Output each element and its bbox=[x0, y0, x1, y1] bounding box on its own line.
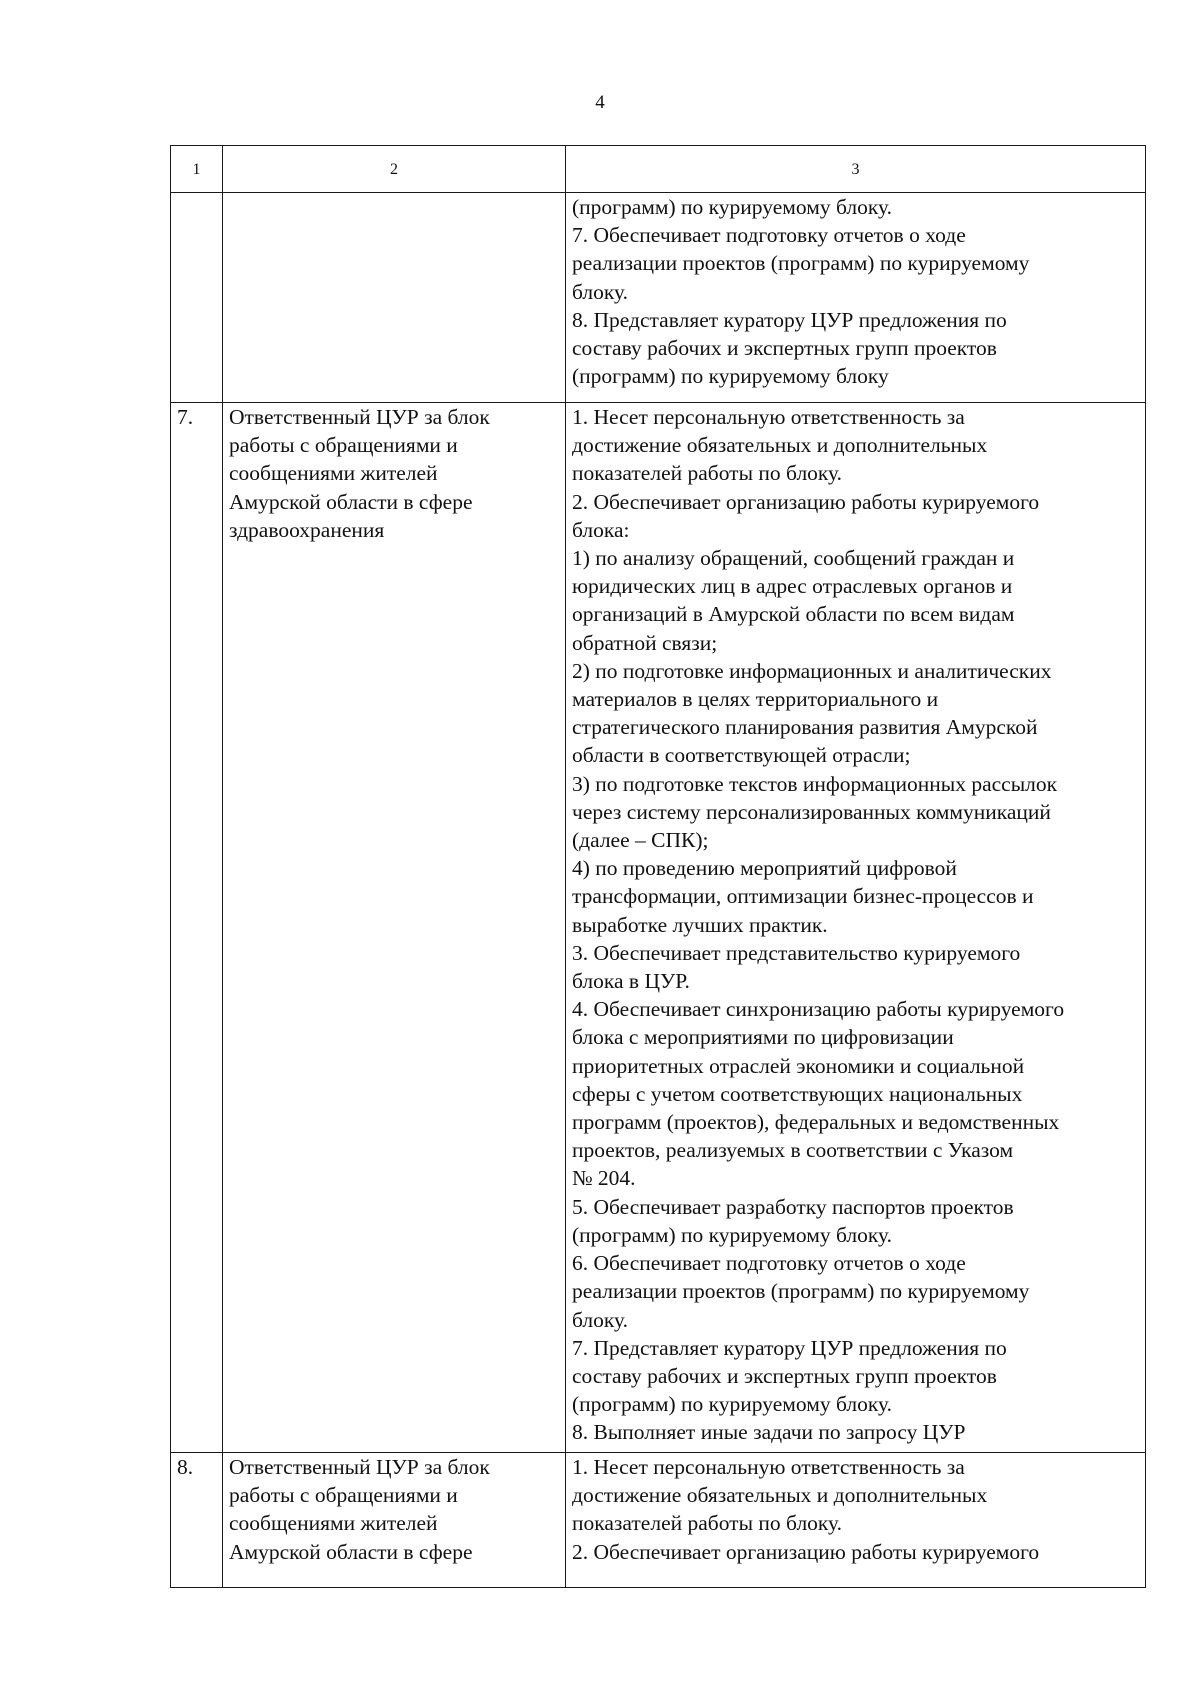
title-line: Амурской области в сфере bbox=[229, 489, 473, 514]
description-line: № 204. bbox=[572, 1166, 636, 1191]
row-description bbox=[566, 403, 1146, 1453]
description-line: 3) по подготовке текстов информационных рассылок bbox=[572, 771, 1058, 796]
description-line: блоку. bbox=[572, 279, 628, 304]
row-title bbox=[223, 1453, 566, 1588]
title-line: работы с обращениями и bbox=[229, 1483, 458, 1508]
column-header-3: 3 bbox=[566, 146, 1146, 193]
description-line: материалов в целях территориального и bbox=[572, 687, 939, 712]
description-line: 3. Обеспечивает представительство курируемого bbox=[572, 940, 1021, 965]
description-line: составу рабочих и экспертных групп проектов bbox=[572, 1363, 997, 1388]
description-line: 8. Представляет куратору ЦУР предложения по bbox=[572, 307, 1007, 332]
row-number bbox=[171, 193, 223, 403]
table-header-row bbox=[171, 146, 1146, 193]
column-header-1: 1 bbox=[171, 146, 223, 193]
table-row-8 bbox=[171, 1453, 1146, 1588]
description-line: 7. Представляет куратору ЦУР предложения по bbox=[572, 1335, 1007, 1360]
description-line: 4. Обеспечивает синхронизацию работы курируемого bbox=[572, 997, 1065, 1022]
table-row-continued bbox=[171, 193, 1146, 403]
responsibility-table bbox=[170, 145, 1146, 1588]
description-line: выработке лучших практик. bbox=[572, 912, 828, 937]
title-line: здравоохранения bbox=[229, 517, 385, 542]
description-line: 5. Обеспечивает разработку паспортов проектов bbox=[572, 1194, 1014, 1219]
description-line: составу рабочих и экспертных групп проектов bbox=[572, 336, 997, 361]
description-line: 7. Обеспечивает подготовку отчетов о ходе bbox=[572, 223, 966, 248]
description-line: (далее – СПК); bbox=[572, 828, 709, 853]
description-line: показателей работы по блоку. bbox=[572, 1511, 843, 1536]
description-line: обратной связи; bbox=[572, 630, 718, 655]
description-line: 1) по анализу обращений, сообщений граждан и bbox=[572, 546, 1015, 571]
page-number: 4 bbox=[595, 92, 605, 113]
column-header-2: 2 bbox=[223, 146, 566, 193]
row-number: 7. bbox=[171, 403, 223, 1453]
description-line: блока в ЦУР. bbox=[572, 969, 690, 994]
description-line: приоритетных отраслей экономики и социальной bbox=[572, 1053, 1025, 1078]
table-row-7 bbox=[171, 403, 1146, 1453]
row-title bbox=[223, 403, 566, 1453]
description-line: реализации проектов (программ) по курируемому bbox=[572, 1279, 1030, 1304]
description-line: программ (проектов), федеральных и ведомственных bbox=[572, 1110, 1060, 1135]
title-line: работы с обращениями и bbox=[229, 433, 458, 458]
description-line: 2. Обеспечивает организацию работы курируемого bbox=[572, 1539, 1040, 1564]
description-line: показателей работы по блоку. bbox=[572, 461, 843, 486]
description-line: 2. Обеспечивает организацию работы курируемого bbox=[572, 489, 1040, 514]
row-number: 8. bbox=[171, 1453, 223, 1588]
description-line: через систему персонализированных коммуникаций bbox=[572, 799, 1051, 824]
description-line: 8. Выполняет иные задачи по запросу ЦУР bbox=[572, 1420, 966, 1445]
description-line: блока с мероприятиями по цифровизации bbox=[572, 1025, 954, 1050]
description-line: (программ) по курируемому блоку. bbox=[572, 195, 892, 219]
title-line: Амурской области в сфере bbox=[229, 1539, 473, 1564]
description-line: 2) по подготовке информационных и аналитических bbox=[572, 658, 1052, 683]
description-line: (программ) по курируемому блоку bbox=[572, 364, 889, 389]
description-line: (программ) по курируемому блоку. bbox=[572, 1222, 892, 1247]
title-line: Ответственный ЦУР за блок bbox=[229, 405, 490, 429]
description-line: области в соответствующей отрасли; bbox=[572, 743, 911, 768]
row-description bbox=[566, 193, 1146, 403]
title-line: Ответственный ЦУР за блок bbox=[229, 1455, 490, 1479]
description-line: трансформации, оптимизации бизнес-процессов и bbox=[572, 884, 1034, 909]
description-line: достижение обязательных и дополнительных bbox=[572, 433, 988, 458]
title-line: сообщениями жителей bbox=[229, 461, 438, 486]
row-title bbox=[223, 193, 566, 403]
title-line: сообщениями жителей bbox=[229, 1511, 438, 1536]
description-line: проектов, реализуемых в соответствии с Указом bbox=[572, 1138, 1014, 1163]
description-line: организаций в Амурской области по всем видам bbox=[572, 602, 1015, 627]
description-line: юридических лиц в адрес отраслевых органов и bbox=[572, 574, 1013, 599]
description-line: реализации проектов (программ) по курируемому bbox=[572, 251, 1030, 276]
description-line: блоку. bbox=[572, 1307, 628, 1332]
description-line: 4) по проведению мероприятий цифровой bbox=[572, 856, 957, 881]
description-line: сферы с учетом соответствующих национальных bbox=[572, 1081, 1023, 1106]
row-description bbox=[566, 1453, 1146, 1588]
description-line: (программ) по курируемому блоку. bbox=[572, 1392, 892, 1417]
description-line: стратегического планирования развития Амурской bbox=[572, 715, 1038, 740]
description-line: 1. Несет персональную ответственность за bbox=[572, 405, 965, 429]
description-line: блока: bbox=[572, 517, 630, 542]
description-line: 1. Несет персональную ответственность за bbox=[572, 1455, 965, 1479]
description-line: достижение обязательных и дополнительных bbox=[572, 1483, 988, 1508]
description-line: 6. Обеспечивает подготовку отчетов о ходе bbox=[572, 1251, 966, 1276]
